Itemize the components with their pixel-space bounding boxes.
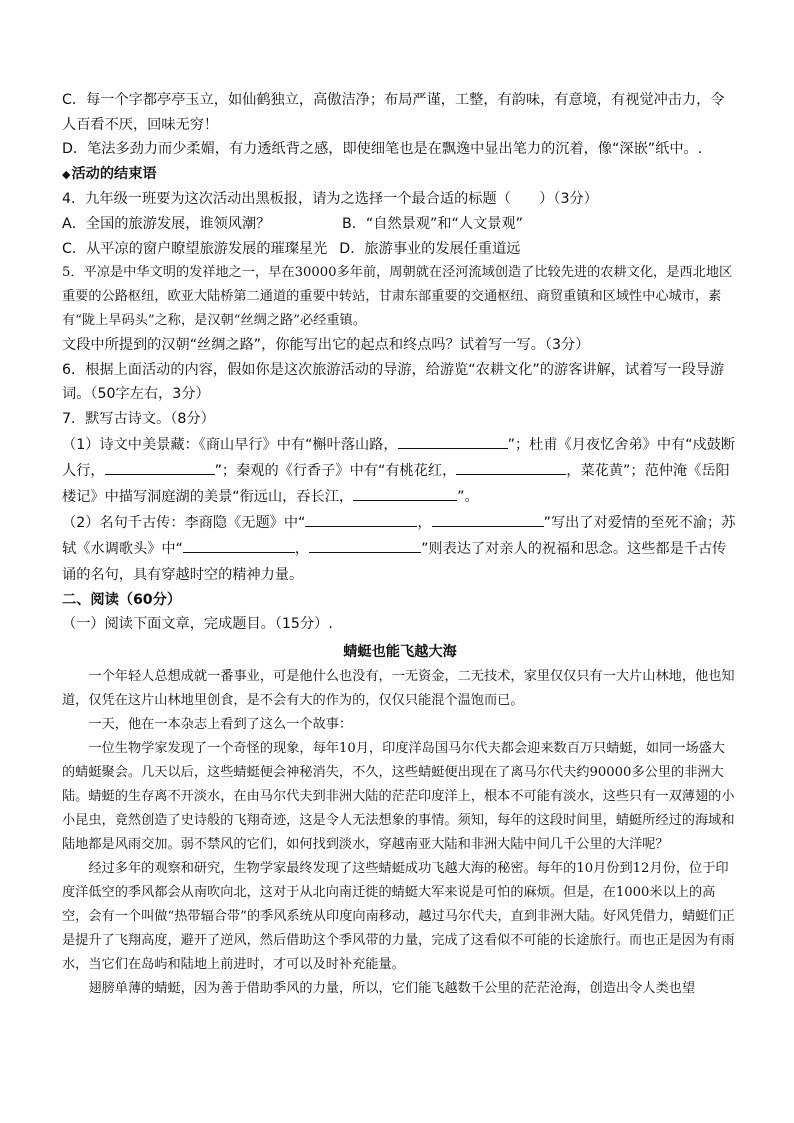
option-c: C．每一个字都亭亭玉立，如仙鹤独立，高傲洁净；布局严谨，工整，有韵味，有意境，有视觉冲击力，令人百看不厌，回味无穷！ <box>62 92 725 133</box>
section-heading <box>62 162 738 188</box>
article-paragraph: 一天，他在一本杂志上看到了这么一个故事： <box>88 716 353 732</box>
exam-page <box>62 88 738 1001</box>
answer-blank[interactable] <box>398 433 508 449</box>
q7-2-text-3: ”写出了对爱情的至死不渝；苏轼《水调歌头》中“ <box>62 514 736 557</box>
q7-1-text-5: ”。 <box>457 488 479 505</box>
q7-2-text-4: ， <box>294 540 310 557</box>
diamond-icon: ◆ <box>62 167 71 181</box>
q7-2-text-5: ”则表达了对亲人的祝福和思念。这些都是千古传诵的名句，具有穿越时空的精神力量。 <box>62 540 727 583</box>
section-heading-text: 活动的结束语 <box>71 165 157 182</box>
q4-option-a: A．全国的旅游发展，谁领风潮？ <box>62 215 271 232</box>
q6-text: 6．根据上面活动的内容，假如你是这次旅游活动的导游，给游览“农耕文化”的游客讲解，试着写一段导游词。（50字左右，3分） <box>62 361 725 403</box>
q4-options-row2 <box>62 237 738 262</box>
option-d: D．笔法多劲力而少柔媚，有力透纸背之感，即使细笔也是在飘逸中显出笔力的沉着，像“深嵌”纸中。. <box>62 141 703 158</box>
answer-blank[interactable] <box>183 537 295 553</box>
q7-1-text-1: （1）诗文中美景藏：《商山早行》中有“槲叶落山路， <box>62 436 398 453</box>
answer-blank[interactable] <box>309 537 421 553</box>
q7-2-text-2: ， <box>417 514 432 531</box>
answer-blank[interactable] <box>105 459 215 475</box>
q7-part1 <box>62 432 738 510</box>
q4-option-d: D．旅游事业的发展任重道远 <box>339 240 521 257</box>
q7-1-text-2: ”；杜甫《月夜忆舍弟》中有“戍鼓断人行， <box>62 436 736 479</box>
article-title: 蜻蜓也能飞越大海 <box>343 643 457 660</box>
article-paragraph: 翅膀单薄的蜻蜓，因为善于借助季风的力量，所以，它们能飞越数千公里的茫茫沧海，创造出令人类也望 <box>88 980 696 996</box>
q7-1-text-4: ，菜花黄”；范仲淹《岳阳楼记》中描写洞庭湖的美景“衔远山，吞长江， <box>62 462 730 505</box>
q4-option-c: C．从平凉的窗户瞭望旅游发展的璀璨星光 <box>62 240 328 257</box>
q7-part2 <box>62 510 738 588</box>
reading-heading: 二、阅读（60分） <box>62 591 182 608</box>
q4-stem: 4．九年级一班要为这次活动出黑板报，请为之选择一个最合适的标题（ ）（3分） <box>62 191 598 208</box>
q7-stem: 7．默写古诗文。（8分） <box>62 410 215 427</box>
q5-passage: 5．平凉是中华文明的发祥地之一，早在30000多年前，周朝就在泾河流域创造了比较先进的农耕文化，是西北地区重要的公路枢纽，欧亚大陆桥第二通道的重要中转站，甘肃东部重要的交通枢纽、商贸重镇和区域性中心城市，素有“陇上旱码头”之称，是汉朝“丝绸之路”必经重镇。 <box>62 265 733 329</box>
q7-2-text-1: （2）名句千古传：李商隐《无题》中“ <box>62 514 306 531</box>
answer-blank[interactable] <box>432 511 544 527</box>
answer-blank[interactable] <box>456 459 566 475</box>
q4-option-b: B．“自然景观”和“人文景观” <box>342 215 524 232</box>
answer-blank[interactable] <box>353 485 457 501</box>
answer-blank[interactable] <box>305 511 417 527</box>
article-paragraph: 经过多年的观察和研究，生物学家最终发现了这些蜻蜓成功飞越大海的秘密。每年的10月份到12月份，位于印度洋低空的季风都会从南吹向北，这对于从北向南迁徙的蜻蜓大军来说是可怕的麻烦。但是，在1000米以上的高空，会有一个叫做“热带辐合带”的季风系统从印度向南移动，越过马尔代夫，直到非洲大陆。好风凭借力，蜻蜓们正是提升了飞翔高度，避开了逆风，然后借助这个季风带的力量，完成了这看似不可能的长途旅行。而也正是因为有雨水，当它们在岛屿和陆地上前进时，才可以及时补充能量。 <box>62 860 735 972</box>
q4-options-row1 <box>62 212 738 237</box>
reading-sub: （一）阅读下面文章，完成题目。（15分）. <box>62 616 333 633</box>
article-paragraph: 一位生物学家发现了一个奇怪的现象，每年10月，印度洋岛国马尔代夫都会迎来数百万只蜻蜓，如同一场盛大的蜻蜓聚会。几天以后，这些蜻蜓便会神秘消失，不久，这些蜻蜓便出现在了离马尔代夫约90000多公里的非洲大陆。蜻蜓的生存离不开淡水，在由马尔代夫到非洲大陆的茫茫印度洋上，根本不可能有淡水，这些只有一双薄翅的小小昆虫，竟然创造了史诗般的飞翔奇迹，这是令人无法想象的事情。须知，每年的这段时间里，蜻蜓所经过的海域和陆地都是风雨交加。弱不禁风的它们，如何找到淡水，穿越南亚大陆和非洲大陆中间几千公里的大洋呢？ <box>62 740 735 852</box>
q5-question: 文段中所提到的汉朝“丝绸之路”，你能写出它的起点和终点吗？试着写一写。（3分） <box>62 337 590 354</box>
article-paragraph: 一个年轻人总想成就一番事业，可是他什么也没有，一无资金，二无技术，家里仅仅只有一大片山林地，他也知道，仅凭在这片山林地里创食，是不会有大的作为的，仅仅只能混个温饱而已。 <box>62 668 735 708</box>
q7-1-text-3: ”；秦观的《行香子》中有“有桃花红， <box>214 462 457 479</box>
